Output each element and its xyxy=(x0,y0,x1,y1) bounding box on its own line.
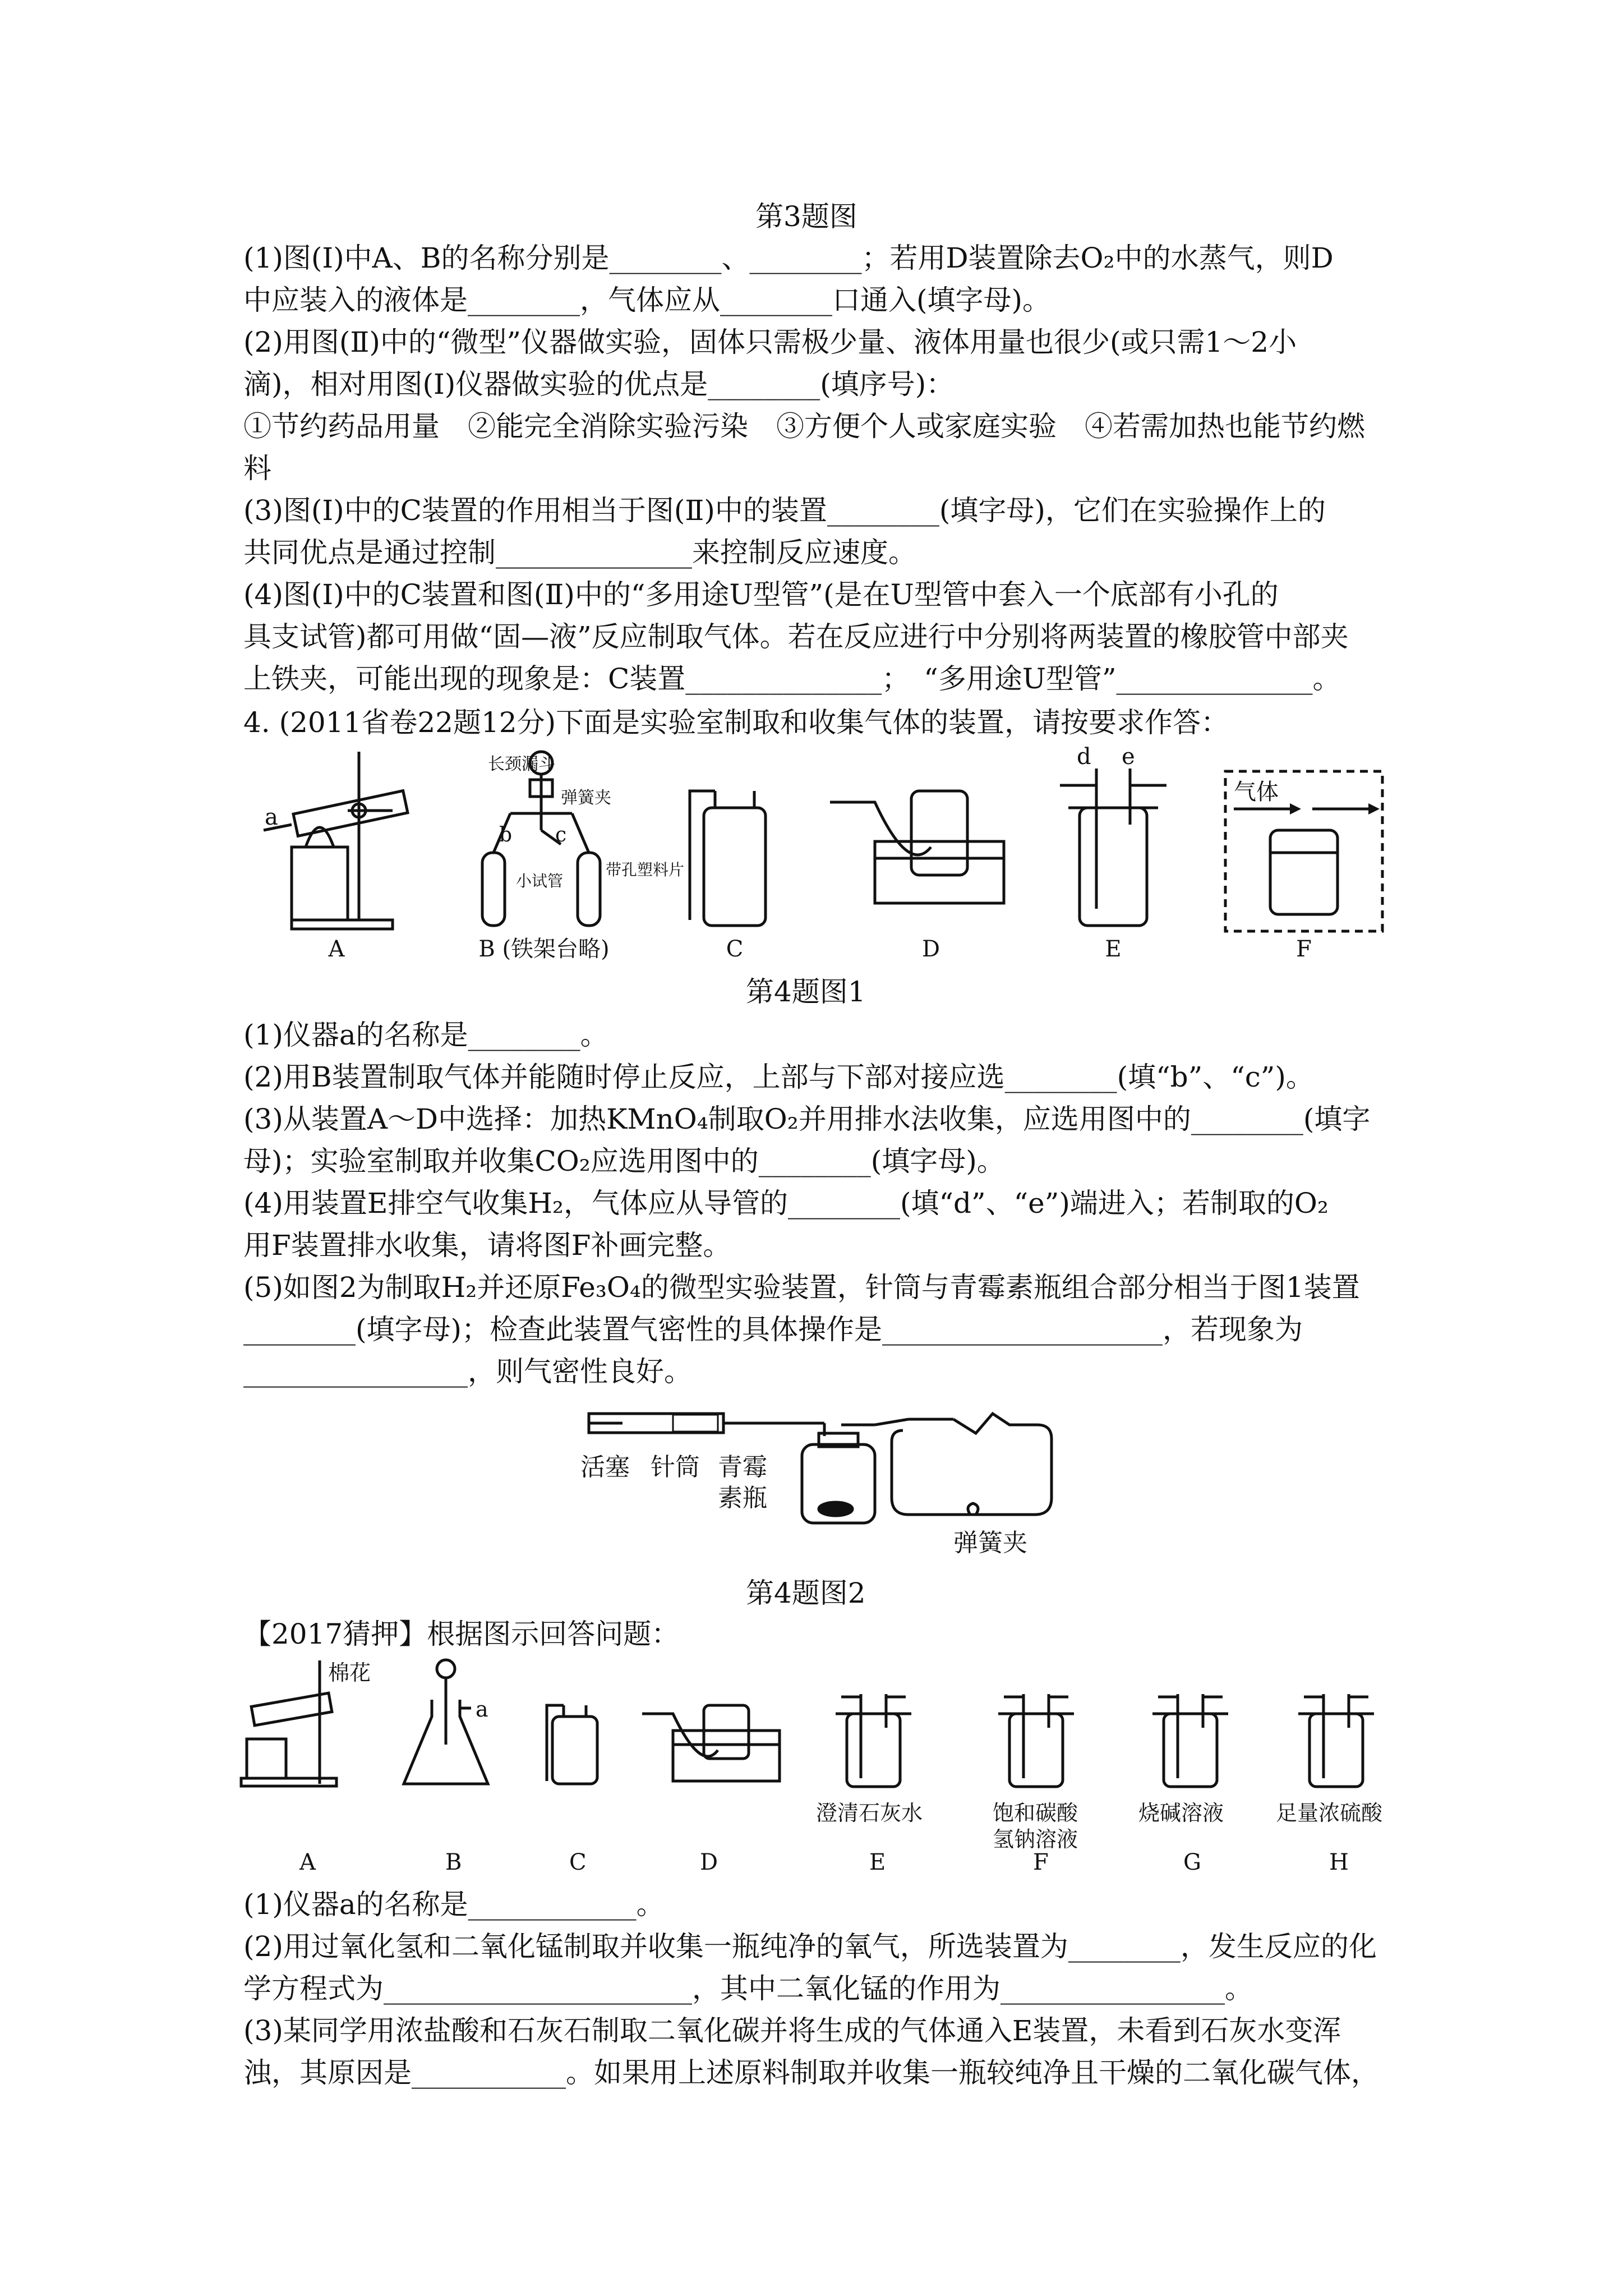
q4-p4-line2: 用F装置排水收集，请将图F补画完整。 xyxy=(243,1229,731,1262)
guess-letter-a: A xyxy=(299,1849,316,1875)
q4-p5-line2: ________(填字母)；检查此装置气密性的具体操作是____________________，若现象为 xyxy=(243,1313,1303,1346)
q4-p2: (2)用B装置制取气体并能随时停止反应，上部与下部对接应选________(填“b”、“c”)。 xyxy=(243,1061,1314,1093)
guess-p3-line1: (3)某同学用浓盐酸和石灰石制取二氧化碳并将生成的气体通入E装置，未看到石灰水变浑 xyxy=(243,2014,1341,2047)
guess-letter-e: E xyxy=(869,1849,886,1875)
apparatus-c xyxy=(690,791,766,926)
q4-p1: (1)仪器a的名称是________。 xyxy=(243,1019,608,1051)
q3-p4-line1: (4)图(Ⅰ)中的C装置和图(Ⅱ)中的“多用途U型管”(是在U型管中套入一个底部有小孔的 xyxy=(243,578,1279,611)
q3-p2-line3: ①节约药品用量 ②能完全消除实验污染 ③方便个人或家庭实验 ④若需加热也能节约燃 xyxy=(243,410,1365,443)
label-b: b xyxy=(499,823,513,846)
caption-e: E xyxy=(1105,936,1122,962)
guess-letter-h: H xyxy=(1329,1849,1349,1875)
label-tube: 小试管 xyxy=(516,872,564,890)
q4-p4-line1: (4)用装置E排空气收集H₂，气体应从导管的________(填“d”、“e”)端进入；若制取的O₂ xyxy=(243,1187,1329,1220)
label-c: c xyxy=(555,823,567,846)
q4-figure-2 xyxy=(0,1400,1623,1568)
q3-p4-line2: 具支试管)都可用做“固—液”反应制取气体。若在反应进行中分别将两装置的橡胶管中部夹 xyxy=(243,620,1349,653)
q4-p5-line1: (5)如图2为制取H₂并还原Fe₃O₄的微型实验装置，针筒与青霉素瓶组合部分相当于图1装置 xyxy=(243,1271,1360,1304)
guess-letter-d: D xyxy=(700,1849,718,1875)
apparatus-e xyxy=(1060,769,1166,926)
caption-a: A xyxy=(328,936,345,962)
q3-p4-line3: 上铁夹，可能出现的现象是：C装置______________； “多用途U型管”______________。 xyxy=(243,662,1341,695)
guess-p2-line1: (2)用过氧化氢和二氧化锰制取并收集一瓶纯净的氧气，所选装置为________，发生反应的化 xyxy=(243,1930,1377,1963)
label-h2so4: 足量浓硫酸 xyxy=(1276,1801,1383,1825)
q3-p1-line2: 中应装入的液体是________，气体应从________口通入(填字母)。 xyxy=(243,284,1051,316)
label-d: d xyxy=(1077,744,1091,770)
label-bottle1: 青霉 xyxy=(718,1453,767,1481)
q3-caption: 第3题图 xyxy=(755,200,857,233)
label-bicarb-1: 饱和碳酸 xyxy=(993,1801,1078,1825)
q3-p1-line1: (1)图(Ⅰ)中A、B的名称分别是________、________；若用D装置除去O₂中的水蒸气，则D xyxy=(243,242,1334,274)
q4-fig1-caption: 第4题图1 xyxy=(746,976,866,1008)
apparatus-d xyxy=(830,791,1004,903)
guess-letter-g: G xyxy=(1183,1849,1201,1875)
q4-p3-line2: 母)；实验室制取并收集CO₂应选用图中的________(填字母)。 xyxy=(243,1145,1005,1177)
q4-p3-line1: (3)从装置A～D中选择：加热KMnO₄制取O₂并用排水法收集，应选用图中的________(填字 xyxy=(243,1103,1371,1135)
label-lime-water: 澄清石灰水 xyxy=(816,1801,923,1825)
guess-letter-c: C xyxy=(569,1849,587,1875)
guess-figure xyxy=(0,1652,1623,1871)
q3-p3-line1: (3)图(Ⅰ)中的C装置的作用相当于图(Ⅱ)中的装置________(填字母)，它们在实验操作上的 xyxy=(243,494,1326,527)
label-a: a xyxy=(265,804,278,830)
caption-c: C xyxy=(726,936,744,962)
guess-letter-b: B xyxy=(445,1849,462,1875)
label-funnel: 长颈漏斗 xyxy=(488,754,555,774)
apparatus-a xyxy=(264,752,408,929)
q4-figure-1 xyxy=(0,740,1623,993)
q3-p2-line4: 料 xyxy=(243,452,271,485)
label-plate: 带孔塑料片 xyxy=(606,861,685,879)
label-spring-clip: 弹簧夹 xyxy=(953,1529,1027,1557)
label-naoh: 烧碱溶液 xyxy=(1138,1801,1224,1825)
q3-p2-line1: (2)用图(Ⅱ)中的“微型”仪器做实验，固体只需极少量、液体用量也很少(或只需1～2小 xyxy=(243,326,1297,358)
label-gas: 气体 xyxy=(1234,779,1279,805)
caption-f: F xyxy=(1296,936,1312,962)
guess-p2-line2: 学方程式为______________________，其中二氧化锰的作用为________________。 xyxy=(243,1972,1253,2005)
caption-b: B (铁架台略) xyxy=(478,936,610,962)
label-syringe: 针筒 xyxy=(651,1453,700,1481)
caption-d: D xyxy=(921,936,940,962)
q4-p5-line3: ________________，则气密性良好。 xyxy=(243,1355,692,1388)
label-guess-a: a xyxy=(476,1697,488,1722)
label-cotton: 棉花 xyxy=(328,1660,371,1685)
label-clip: 弹簧夹 xyxy=(561,788,611,808)
q4-fig2-caption: 第4题图2 xyxy=(746,1577,866,1609)
q3-p3-line2: 共同优点是通过控制______________来控制反应速度。 xyxy=(243,536,916,569)
guess-p3-line2: 浊，其原因是___________。如果用上述原料制取并收集一瓶较纯净且干燥的二氧化碳气体， xyxy=(243,2056,1379,2089)
q3-p2-line2: 滴)，相对用图(Ⅰ)仪器做实验的优点是________(填序号)： xyxy=(243,368,955,401)
guess-p1: (1)仪器a的名称是____________。 xyxy=(243,1888,665,1921)
q4-heading: 4. (2011省卷22题12分)下面是实验室制取和收集气体的装置，请按要求作答： xyxy=(243,706,1229,739)
label-bicarb-2: 氢钠溶液 xyxy=(993,1827,1078,1852)
label-bottle2: 素瓶 xyxy=(718,1484,767,1512)
label-piston: 活塞 xyxy=(580,1453,630,1481)
label-e: e xyxy=(1122,744,1135,770)
guess-heading: 【2017猜押】根据图示回答问题： xyxy=(243,1618,680,1650)
guess-letter-f: F xyxy=(1033,1849,1049,1875)
